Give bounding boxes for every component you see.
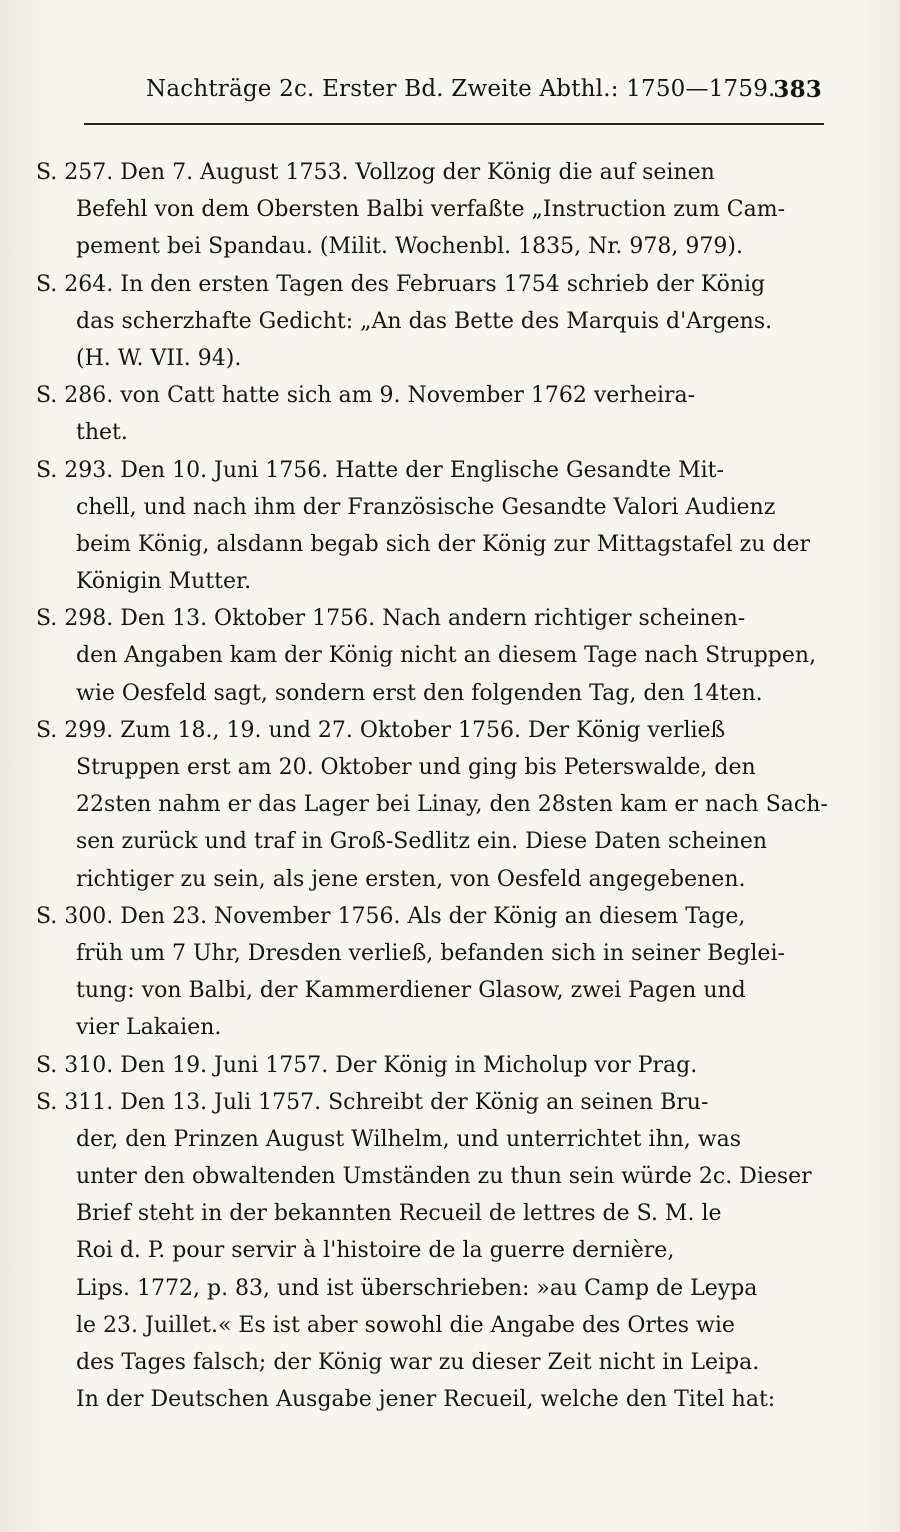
text-line: sen zurück und traf in Groß-Sedlitz ein. Diese Daten scheinen: [76, 829, 768, 855]
text-line: (H. W. VII. 94).: [76, 345, 242, 371]
text-line: Struppen erst am 20. Oktober und ging bis Peterswalde, den: [76, 755, 756, 780]
text-line: S. 310. Den 19. Juni 1757. Der König in Micholup vor Prag.: [36, 1052, 698, 1078]
text-line: vier Lakaien.: [76, 1015, 222, 1041]
text-line: S. 298. Den 13. Oktober 1756. Nach andern richtiger scheinen-: [36, 606, 746, 632]
text-line: tung: von Balbi, der Kammerdiener Glasow, zwei Pagen und: [76, 978, 746, 1004]
text-line: S. 293. Den 10. Juni 1756. Hatte der Englische Gesandte Mit-: [36, 457, 724, 483]
text-line: S. 311. Den 13. Juli 1757. Schreibt der König an seinen Bru-: [36, 1089, 709, 1115]
entry-s311: [36, 1084, 828, 1419]
text-line: Lips. 1772, p. 83, und ist überschrieben: »au Camp de Leypa: [76, 1275, 758, 1301]
text-line: 22sten nahm er das Lager bei Linay, den 28sten kam er nach Sach-: [76, 792, 828, 818]
text-line: S. 300. Den 23. November 1756. Als der König an diesem Tage,: [36, 903, 746, 929]
entry-s300: [36, 898, 828, 1047]
text-line: des Tages falsch; der König war zu dieser Zeit nicht in Leipa.: [76, 1350, 760, 1375]
text-line: thet.: [76, 420, 128, 446]
text-line: der, den Prinzen August Wilhelm, und unterrichtet ihn, was: [76, 1126, 742, 1152]
body-text: [36, 154, 828, 1418]
text-line: Königin Mutter.: [76, 569, 252, 595]
running-head: [146, 76, 822, 110]
text-line: richtiger zu sein, als jene ersten, von Oesfeld angegebenen.: [76, 866, 746, 892]
text-line: wie Oesfeld sagt, sondern erst den folgenden Tag, den 14ten.: [76, 680, 763, 706]
running-head-title: Nachträge 2c. Erster Bd. Zweite Abthl.: 1750—1759.: [146, 76, 776, 102]
text-line: In der Deutschen Ausgabe jener Recueil, welche den Titel hat:: [76, 1387, 776, 1413]
text-line: S. 264. In den ersten Tagen des Februars 1754 schrieb der König: [36, 271, 766, 297]
header-rule: [84, 123, 824, 125]
text-line: chell, und nach ihm der Französische Gesandte Valori Audienz: [76, 494, 776, 520]
text-line: beim König, alsdann begab sich der König zur Mittagstafel zu der: [76, 531, 811, 557]
entry-s286: [36, 377, 828, 451]
text-line: unter den obwaltenden Umständen zu thun sein würde 2c. Dieser: [76, 1164, 812, 1190]
text-line: S. 299. Zum 18., 19. und 27. Oktober 1756. Der König verließ: [36, 717, 726, 743]
entry-s310: [36, 1047, 828, 1084]
text-line: das scherzhafte Gedicht: „An das Bette des Marquis d'Argens.: [76, 308, 773, 334]
text-line: le 23. Juillet.« Es ist aber sowohl die Angabe des Ortes wie: [76, 1312, 735, 1338]
text-line: den Angaben kam der König nicht an diesem Tage nach Struppen,: [76, 643, 817, 669]
page-number: 383: [773, 76, 822, 103]
text-line: früh um 7 Uhr, Dresden verließ, befanden sich in seiner Beglei-: [76, 940, 785, 966]
text-line: Brief steht in der bekannten Recueil de lettres de S. M. le: [76, 1201, 722, 1227]
entry-s298: [36, 600, 828, 712]
text-line: S. 257. Den 7. August 1753. Vollzog der König die auf seinen: [36, 160, 715, 185]
entry-s257: [36, 154, 828, 266]
entry-s293: [36, 452, 828, 601]
text-line: S. 286. von Catt hatte sich am 9. November 1762 verheira-: [36, 383, 696, 409]
entry-s264: [36, 266, 828, 378]
entry-s299: [36, 712, 828, 898]
text-line: pement bei Spandau. (Milit. Wochenbl. 1835, Nr. 978, 979).: [76, 234, 743, 260]
text-line: Befehl von dem Obersten Balbi verfaßte „Instruction zum Cam-: [76, 197, 786, 223]
text-line: Roi d. P. pour servir à l'histoire de la guerre dernière,: [76, 1238, 675, 1264]
